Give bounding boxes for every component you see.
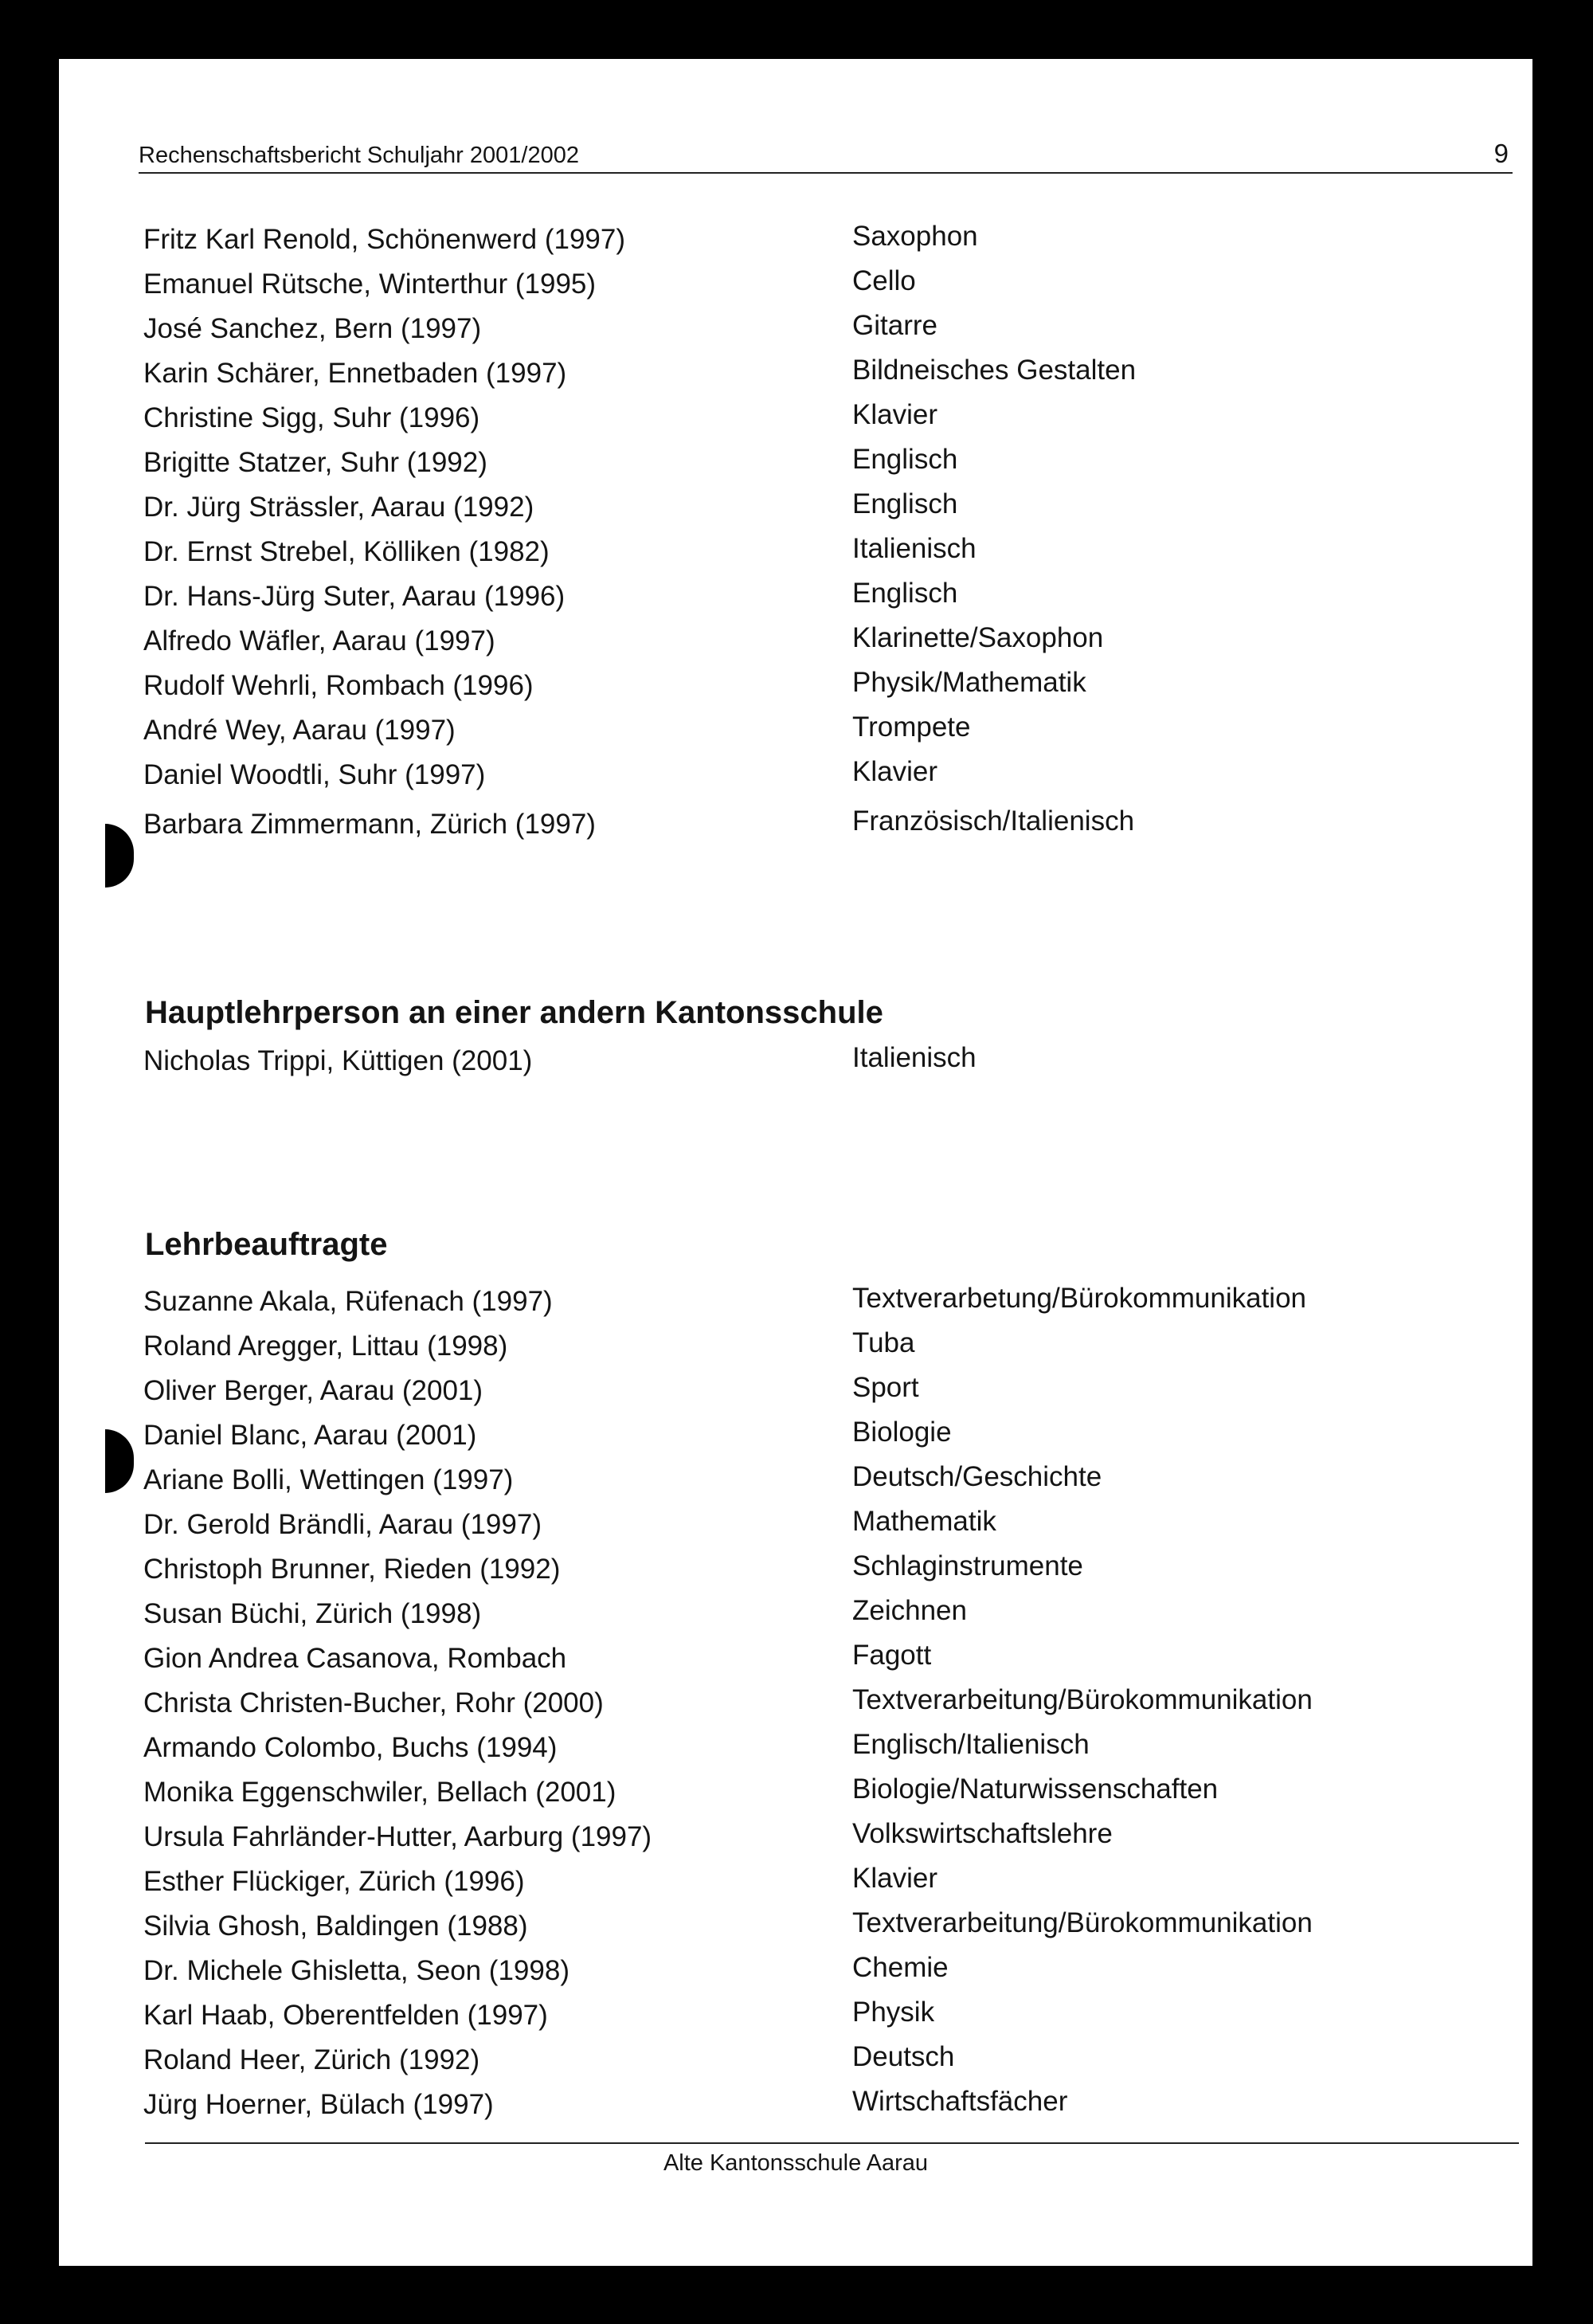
person-name: Karin Schärer, Ennetbaden (1997) (143, 358, 567, 389)
person-name: Ursula Fahrländer-Hutter, Aarburg (1997) (143, 1821, 652, 1852)
list-item (59, 711, 1532, 756)
subject: Gitarre (852, 310, 937, 341)
list-item (59, 1461, 1532, 1506)
person-name: Rudolf Wehrli, Rombach (1996) (143, 670, 534, 701)
subject: Englisch (852, 488, 958, 519)
person-name: Roland Heer, Zürich (1992) (143, 2044, 480, 2075)
list-item (59, 444, 1532, 488)
footer-divider (145, 2142, 1519, 2144)
person-name: André Wey, Aarau (1997) (143, 715, 456, 746)
person-name: Christa Christen-Bucher, Rohr (2000) (143, 1687, 604, 1719)
subject: Klarinette/Saxophon (852, 622, 1104, 653)
subject: Englisch (852, 578, 958, 609)
subject: Cello (852, 265, 916, 296)
subject: Italienisch (852, 533, 977, 564)
list-item (59, 1907, 1532, 1952)
list-item (59, 578, 1532, 622)
person-name: Dr. Hans-Jürg Suter, Aarau (1996) (143, 581, 566, 612)
list-item (59, 2041, 1532, 2086)
person-name: Daniel Woodtli, Suhr (1997) (143, 759, 486, 790)
subject: Klavier (852, 756, 937, 787)
person-name: Esther Flückiger, Zürich (1996) (143, 1866, 525, 1897)
lecturer-list (59, 1283, 1532, 2130)
list-item (59, 1506, 1532, 1550)
subject: Zeichnen (852, 1595, 967, 1626)
list-item (59, 756, 1532, 801)
subject: Volkswirtschaftslehre (852, 1818, 1113, 1849)
list-item (59, 310, 1532, 355)
subject: Fagott (852, 1640, 932, 1671)
list-item (59, 1042, 1532, 1087)
subject: Trompete (852, 711, 971, 743)
person-name: Brigitte Statzer, Suhr (1992) (143, 447, 487, 478)
person-name: Oliver Berger, Aarau (2001) (143, 1375, 483, 1406)
list-item (59, 1550, 1532, 1595)
subject: Biologie/Naturwissenschaften (852, 1773, 1219, 1805)
person-name: Roland Aregger, Littau (1998) (143, 1331, 508, 1362)
section-heading: Hauptlehrperson an einer andern Kantonsschule (145, 995, 883, 1030)
subject: Wirtschaftsfächer (852, 2086, 1068, 2117)
list-item (59, 1863, 1532, 1907)
subject: Englisch (852, 444, 958, 475)
person-name: Monika Eggenschwiler, Bellach (2001) (143, 1777, 616, 1808)
person-name: Alfredo Wäfler, Aarau (1997) (143, 625, 495, 656)
list-item (59, 1684, 1532, 1729)
person-name: Gion Andrea Casanova, Rombach (143, 1643, 567, 1674)
subject: Bildneisches Gestalten (852, 355, 1137, 386)
list-item (59, 488, 1532, 533)
teacher-list (59, 221, 1532, 850)
subject: Biologie (852, 1417, 952, 1448)
subject: Deutsch/Geschichte (852, 1461, 1102, 1492)
person-name: Christoph Brunner, Rieden (1992) (143, 1554, 561, 1585)
person-name: Silvia Ghosh, Baldingen (1988) (143, 1911, 528, 1942)
subject: Mathematik (852, 1506, 996, 1537)
person-name: Dr. Michele Ghisletta, Seon (1998) (143, 1955, 569, 1986)
list-item (59, 805, 1532, 850)
header-title: Rechenschaftsbericht Schuljahr 2001/2002 (139, 143, 579, 168)
person-name: José Sanchez, Bern (1997) (143, 313, 482, 344)
person-name: Ariane Bolli, Wettingen (1997) (143, 1464, 514, 1495)
list-item (59, 1729, 1532, 1773)
subject: Französisch/Italienisch (852, 805, 1135, 837)
list-item (59, 1327, 1532, 1372)
subject: Sport (852, 1372, 919, 1403)
subject: Klavier (852, 399, 937, 430)
list-item (59, 221, 1532, 265)
person-name: Jürg Hoerner, Bülach (1997) (143, 2089, 494, 2120)
list-item (59, 533, 1532, 578)
list-item (59, 355, 1532, 399)
person-name: Armando Colombo, Buchs (1994) (143, 1732, 558, 1763)
list-item (59, 1773, 1532, 1818)
list-item (59, 1997, 1532, 2041)
subject: Italienisch (852, 1042, 977, 1073)
subject: Textverarbeitung/Bürokommunikation (852, 1684, 1313, 1715)
list-item (59, 1372, 1532, 1417)
subject: Deutsch (852, 2041, 955, 2072)
subject: Tuba (852, 1327, 915, 1358)
list-item (59, 399, 1532, 444)
list-item (59, 2086, 1532, 2130)
person-name: Karl Haab, Oberentfelden (1997) (143, 2000, 548, 2031)
subject: Textverarbeitung/Bürokommunikation (852, 1907, 1313, 1938)
person-name: Emanuel Rütsche, Winterthur (1995) (143, 268, 597, 300)
person-name: Nicholas Trippi, Küttigen (2001) (143, 1045, 533, 1076)
person-name: Dr. Gerold Brändli, Aarau (1997) (143, 1509, 542, 1540)
subject: Textverarbetung/Bürokommunikation (852, 1283, 1307, 1314)
person-name: Dr. Ernst Strebel, Kölliken (1982) (143, 536, 550, 567)
main-teacher-list (59, 1042, 1532, 1087)
person-name: Suzanne Akala, Rüfenach (1997) (143, 1286, 553, 1317)
list-item (59, 1283, 1532, 1327)
subject: Schlaginstrumente (852, 1550, 1083, 1581)
list-item (59, 1595, 1532, 1640)
list-item (59, 265, 1532, 310)
person-name: Barbara Zimmermann, Zürich (1997) (143, 809, 596, 840)
list-item (59, 1818, 1532, 1863)
subject: Chemie (852, 1952, 949, 1983)
subject: Klavier (852, 1863, 937, 1894)
page-header (139, 131, 1513, 174)
section-heading: Lehrbeauftragte (145, 1227, 388, 1262)
person-name: Dr. Jürg Strässler, Aarau (1992) (143, 492, 534, 523)
list-item (59, 1952, 1532, 1997)
list-item (59, 667, 1532, 711)
subject: Englisch/Italienisch (852, 1729, 1090, 1760)
person-name: Christine Sigg, Suhr (1996) (143, 402, 480, 433)
person-name: Susan Büchi, Zürich (1998) (143, 1598, 482, 1629)
list-item (59, 622, 1532, 667)
person-name: Fritz Karl Renold, Schönenwerd (1997) (143, 224, 626, 255)
list-item (59, 1417, 1532, 1461)
page-footer: Alte Kantonsschule Aarau (663, 2150, 929, 2176)
person-name: Daniel Blanc, Aarau (2001) (143, 1420, 477, 1451)
list-item (59, 1640, 1532, 1684)
page-number: 9 (1493, 139, 1509, 168)
subject: Physik/Mathematik (852, 667, 1086, 698)
subject: Saxophon (852, 221, 978, 252)
subject: Physik (852, 1997, 935, 2028)
document-page (59, 59, 1532, 2266)
